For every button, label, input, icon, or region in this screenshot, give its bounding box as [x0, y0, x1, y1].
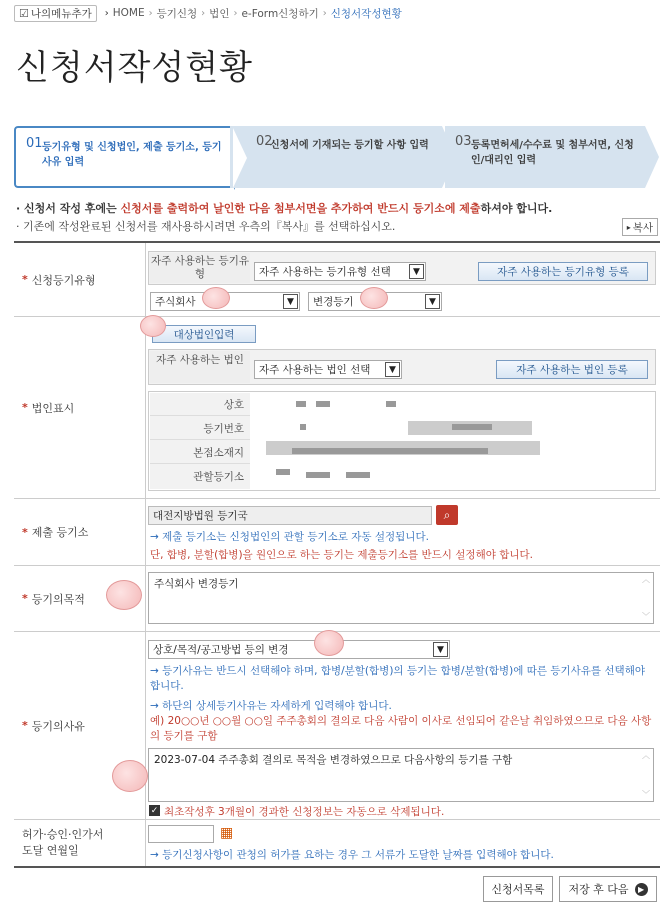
- target-corp-input-button[interactable]: 대상법인입력: [152, 325, 256, 343]
- chevron-down-icon: ▼: [433, 642, 448, 657]
- corp-regno-label: 등기번호: [203, 423, 244, 435]
- breadcrumb-current: 신청서작성현황: [330, 7, 402, 20]
- redacted-text: [306, 472, 330, 478]
- chevron-right-icon: ›: [322, 7, 327, 19]
- divider: [150, 415, 250, 416]
- chevron-up-icon: ︿: [642, 575, 650, 584]
- step-number: 03: [455, 134, 472, 149]
- chevron-right-icon: ›: [201, 7, 206, 19]
- row-label: * 등기의사유: [14, 632, 146, 819]
- label-text: 등기의목적: [31, 592, 85, 606]
- fav-type-register-button[interactable]: 자주 사용하는 등기유형 등록: [478, 262, 648, 281]
- select-value: 상호/목적/공고방법 등의 변경: [153, 644, 289, 656]
- notice-text: · 신청서 작성 후에는: [16, 202, 121, 215]
- breadcrumb-registration[interactable]: 등기신청: [156, 7, 198, 20]
- stamp-mark: [106, 580, 142, 610]
- label-text: 제출 등기소: [31, 526, 89, 539]
- page-title: 신청서작성현황: [16, 48, 253, 88]
- chevron-down-icon: ▼: [283, 294, 298, 309]
- step-number: 02: [256, 134, 273, 149]
- add-my-menu-button[interactable]: [14, 5, 97, 22]
- reason-detail-textarea[interactable]: [148, 748, 654, 802]
- row-content: [146, 632, 660, 819]
- row-label: * 신청등기유형: [14, 243, 146, 316]
- fav-corp-register-button[interactable]: 자주 사용하는 법인 등록: [496, 360, 648, 379]
- chevron-down-icon: ﹀: [642, 612, 650, 621]
- stamp-mark: [202, 287, 230, 309]
- stamp-mark: [360, 287, 388, 309]
- submit-office-warning: 단, 합병, 분할(합병)을 원인으로 하는 등기는 제출등기소를 반드시 설정해야 합니다.: [150, 549, 533, 561]
- chevron-right-icon: ›: [233, 7, 238, 19]
- auto-delete-checkbox[interactable]: ✓: [150, 805, 159, 816]
- step-2: [230, 126, 442, 188]
- step-3: [445, 126, 645, 188]
- row-permit-date: [14, 820, 660, 868]
- row-corporation: [14, 317, 660, 499]
- step-label: 등록면허세/수수료 및 첨부서면, 신청인/대리인 입력: [471, 140, 634, 166]
- notice-copy: · 기존에 작성완료된 신청서를 재사용하시려면 우측의『복사』를 선택하십시오.: [16, 220, 396, 233]
- label-text: 허가·승인·인가서: [22, 828, 104, 841]
- reason-info-1: → 등기사유는 반드시 선택해야 하며, 합병/분할(합병)의 등기는 합병/분할(합병)에 따른 등기사유를 선택해야 합니다.: [150, 665, 645, 692]
- step-1: [14, 126, 234, 188]
- save-next-label: 저장 후 다음: [568, 883, 629, 896]
- fav-type-select[interactable]: [254, 262, 426, 281]
- fav-type-label: 자주 사용하는 등기유형: [150, 253, 250, 283]
- corp-office-label: 관할등기소: [193, 471, 244, 483]
- label-text: 도달 연월일: [22, 844, 79, 857]
- submit-office-field: [148, 506, 432, 525]
- top-bar: [14, 4, 402, 22]
- corp-name-label: 상호: [223, 399, 244, 411]
- label-text: 법인표시: [31, 401, 75, 415]
- row-content: [146, 820, 660, 866]
- row-content: [146, 317, 660, 498]
- notice-text: 하셔야 합니다.: [480, 202, 553, 215]
- fav-corp-label: 자주 사용하는 법인: [150, 351, 250, 383]
- row-content: [146, 566, 660, 631]
- corp-address-label: 본점소재지: [193, 447, 244, 459]
- select-value: 주식회사: [155, 296, 196, 308]
- arrow-right-icon: ▸: [626, 222, 631, 232]
- reason-select[interactable]: [148, 640, 450, 659]
- notice-emphasis: 신청서를 출력하여 날인한 다음 첨부서면을 추가하여 반드시 등기소에 제출: [120, 202, 481, 215]
- fav-corp-select[interactable]: [254, 360, 402, 379]
- redacted-text: [292, 448, 488, 454]
- breadcrumb: [105, 6, 402, 21]
- textarea-value: 주식회사 변경등기: [154, 578, 239, 590]
- chevron-down-icon: ﹀: [642, 790, 650, 799]
- label-text: 신청등기유형: [31, 273, 96, 287]
- copy-button[interactable]: [622, 218, 658, 236]
- row-content: [146, 499, 660, 565]
- select-value: 변경등기: [313, 296, 354, 308]
- redacted-text: [386, 401, 396, 407]
- stamp-mark: [112, 760, 148, 792]
- row-purpose: [14, 566, 660, 632]
- application-form: [14, 241, 660, 868]
- scrollbar[interactable]: [640, 750, 652, 800]
- check-icon: ☑: [19, 6, 29, 20]
- row-submit-office: [14, 499, 660, 566]
- select-value: 자주 사용하는 등기유형 선택: [259, 266, 391, 278]
- permit-date-input[interactable]: [148, 825, 214, 843]
- chevron-down-icon: ▼: [425, 294, 440, 309]
- divider: [150, 463, 250, 464]
- field-value: 대전지방법원 등기국: [153, 510, 248, 522]
- application-list-button[interactable]: 신청서목록: [483, 876, 553, 902]
- chevron-down-icon: ▼: [385, 362, 400, 377]
- purpose-textarea[interactable]: [148, 572, 654, 624]
- add-my-menu-label: 나의메뉴추가: [30, 7, 92, 20]
- stamp-mark: [140, 315, 166, 337]
- redacted-text: [300, 424, 306, 430]
- divider: [150, 439, 250, 440]
- reason-info-2: → 하단의 상세등기사유는 자세하게 입력해야 합니다.: [150, 700, 392, 712]
- submit-office-info: → 제출 등기소는 신청법인의 관할 등기소로 자동 설정됩니다.: [150, 531, 429, 543]
- stamp-mark: [314, 630, 344, 656]
- redacted-text: [316, 401, 330, 407]
- row-content: [146, 243, 660, 316]
- chevron-right-icon: ›: [104, 7, 109, 19]
- auto-delete-label: 최초작성후 3개월이 경과한 신청정보는 자동으로 삭제됩니다.: [164, 806, 445, 818]
- step-number: 01: [26, 136, 43, 151]
- search-icon[interactable]: ⌕: [436, 505, 458, 525]
- select-value: 자주 사용하는 법인 선택: [259, 364, 371, 376]
- redacted-text: [452, 424, 492, 430]
- chevron-up-icon: ︿: [642, 751, 650, 760]
- breadcrumb-eform[interactable]: e-Form신청하기: [241, 7, 319, 20]
- textarea-value: 2023-07-04 주주총회 결의로 목적을 변경하였으므로 다음사항의 등기를 구함: [154, 754, 513, 766]
- chevron-down-icon: ▼: [409, 264, 424, 279]
- scrollbar[interactable]: [640, 574, 652, 622]
- calendar-icon[interactable]: ▦: [220, 825, 234, 841]
- row-label: * 법인표시: [14, 317, 146, 498]
- redacted-text: [346, 472, 370, 478]
- row-reason: [14, 632, 660, 820]
- reason-example: 예) 20○○년 ○○월 ○○일 주주총회의 결의로 다음 사람이 이사로 선임되어 같은날 취임하였으므로 다음 사항의 등기를 구함: [150, 715, 652, 742]
- step-indicator: [14, 126, 660, 190]
- row-label: * 등기의목적: [14, 566, 146, 631]
- arrow-right-icon: ▶: [635, 883, 648, 896]
- notice-submit: [16, 200, 552, 216]
- redacted-text: [296, 401, 306, 407]
- breadcrumb-corporation[interactable]: 법인: [209, 7, 230, 20]
- permit-date-info: → 등기신청사항이 관청의 허가를 요하는 경우 그 서류가 도달한 날짜를 입력해야 합니다.: [150, 849, 554, 861]
- chevron-right-icon: ›: [148, 7, 153, 19]
- step-label: 등기유형 및 신청법인, 제출 등기소, 등기사유 입력: [42, 142, 222, 168]
- breadcrumb-home[interactable]: HOME: [112, 7, 145, 19]
- save-next-button[interactable]: [559, 876, 657, 902]
- redacted-text: [276, 469, 290, 475]
- step-label: 신청서에 기재되는 등기할 사항 입력: [270, 140, 429, 151]
- label-text: 등기의사유: [31, 719, 85, 733]
- row-label: * 제출 등기소: [14, 499, 146, 565]
- copy-label: 복사: [632, 221, 653, 234]
- row-label: [14, 820, 146, 866]
- row-registration-type: [14, 243, 660, 317]
